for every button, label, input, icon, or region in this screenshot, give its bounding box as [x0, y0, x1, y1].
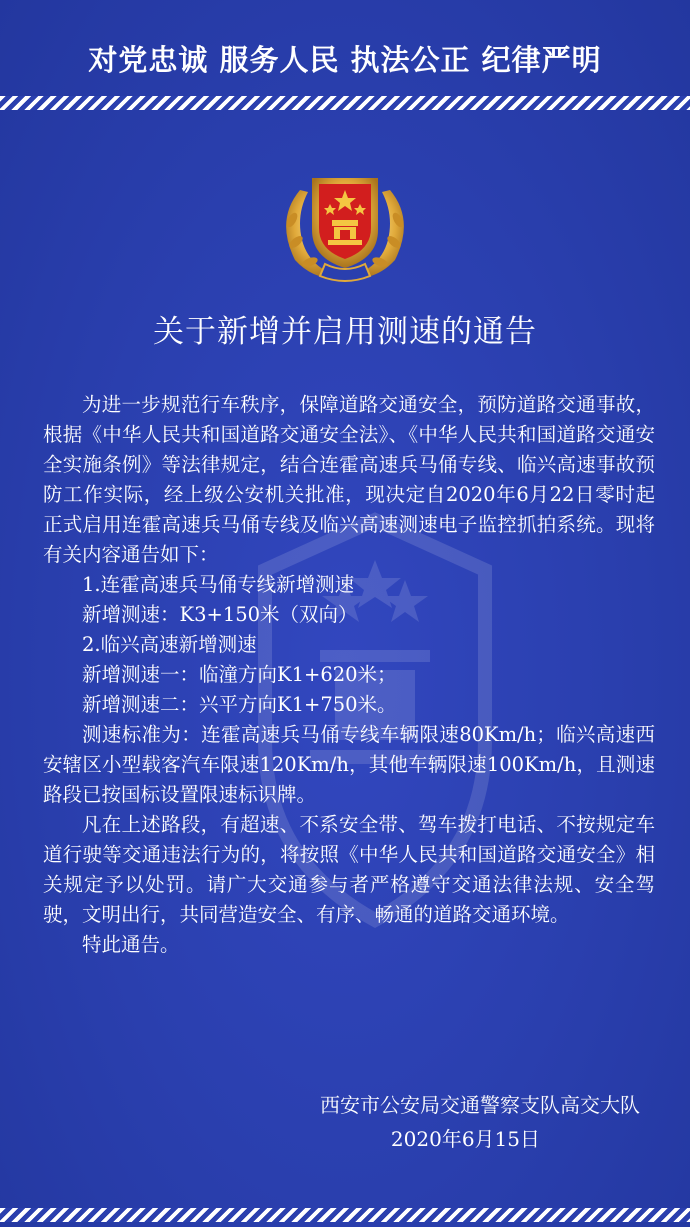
- issuer-name: 西安市公安局交通警察支队高交大队: [320, 1093, 640, 1117]
- police-emblem-icon: [270, 160, 420, 285]
- notice-title: 关于新增并启用测速的通告: [153, 314, 537, 350]
- paragraph-item-1-detail: 新增测速：K3+150米（双向）: [82, 603, 358, 626]
- paragraph-speed-standard: 测速标准为：连霍高速兵马俑专线车辆限速80Km/h；临兴高速西安辖区小型载客汽车限速120Km/h，其他车辆限速100Km/h，且测速路段已按国标设置限速标识牌。: [43, 723, 655, 806]
- top-stripe-divider: [0, 96, 690, 110]
- paragraph-item-1: 1.连霍高速兵马俑专线新增测速: [82, 573, 355, 596]
- signature-block: [240, 1088, 640, 1156]
- paragraph-closing: 特此通告。: [82, 933, 180, 956]
- issue-date: 2020年6月15日: [390, 1127, 540, 1151]
- slogan-banner: 对党忠诚 服务人民 执法公正 纪律严明: [88, 43, 602, 77]
- paragraph-intro: 为进一步规范行车秩序，保障道路交通安全，预防道路交通事故，根据《中华人民共和国道路交通安全法》、《中华人民共和国道路交通安全实施条例》等法律规定，结合连霍高速兵马俑专线、临兴高速事故预防工作实际，经上级公安机关批准，现决定自2020年6月22日零时起正式启用连霍高速兵马俑专线及临兴高速测速电子监控抓拍系统。现将有关内容通告如下：: [43, 393, 655, 566]
- paragraph-item-2-detail-1: 新增测速一：临潼方向K1+620米；: [82, 663, 397, 686]
- paragraph-item-2: 2.临兴高速新增测速: [82, 633, 257, 656]
- notice-body: [43, 390, 655, 960]
- paragraph-item-2-detail-2: 新增测速二：兴平方向K1+750米。: [82, 693, 397, 716]
- paragraph-penalty: 凡在上述路段，有超速、不系安全带、驾车拨打电话、不按规定车道行驶等交通违法行为的，将按照《中华人民共和国道路交通安全》相关规定予以处罚。请广大交通参与者严格遵守交通法律法规、安全驾驶，文明出行，共同营造安全、有序、畅通的道路交通环境。: [43, 813, 655, 926]
- bottom-stripe-divider: [0, 1208, 690, 1222]
